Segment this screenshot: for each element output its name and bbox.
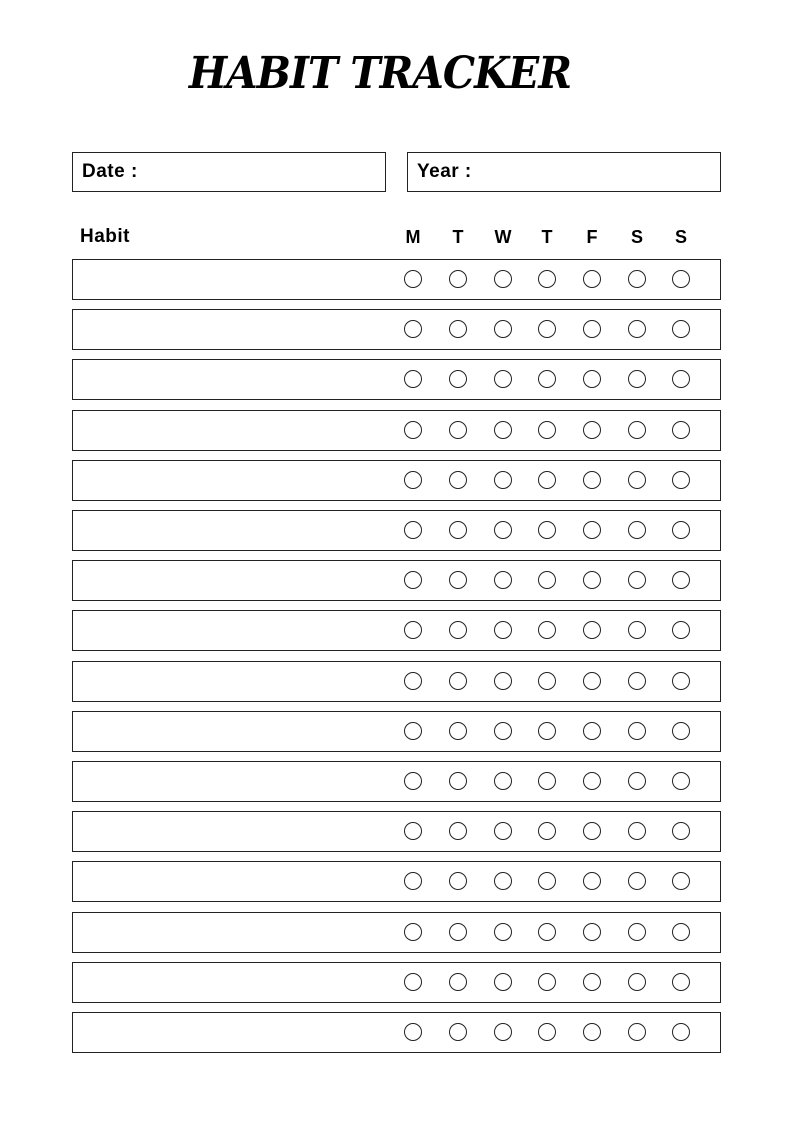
day-check-circle[interactable]	[404, 822, 422, 840]
day-check-circle[interactable]	[672, 672, 690, 690]
day-check-circle[interactable]	[494, 1023, 512, 1041]
day-check-circle[interactable]	[672, 822, 690, 840]
day-check-circle[interactable]	[538, 270, 556, 288]
day-check-circle[interactable]	[449, 571, 467, 589]
table-row[interactable]	[72, 962, 721, 1003]
day-check-circle[interactable]	[538, 421, 556, 439]
day-check-circle[interactable]	[404, 672, 422, 690]
day-check-circle[interactable]	[449, 621, 467, 639]
table-row[interactable]	[72, 912, 721, 953]
table-row[interactable]	[72, 811, 721, 852]
page-title: HABIT TRACKER	[188, 48, 572, 99]
day-check-circle[interactable]	[449, 973, 467, 991]
day-check-circle[interactable]	[538, 521, 556, 539]
day-check-circle[interactable]	[583, 421, 601, 439]
day-check-circle[interactable]	[538, 571, 556, 589]
day-check-circle[interactable]	[494, 370, 512, 388]
day-check-circle[interactable]	[628, 421, 646, 439]
day-check-circle[interactable]	[672, 571, 690, 589]
day-check-circle[interactable]	[538, 722, 556, 740]
day-check-circle[interactable]	[672, 370, 690, 388]
day-check-circle[interactable]	[449, 270, 467, 288]
day-check-circle[interactable]	[628, 521, 646, 539]
day-check-circle[interactable]	[538, 923, 556, 941]
day-check-circle[interactable]	[404, 872, 422, 890]
table-row[interactable]	[72, 359, 721, 400]
day-check-circle[interactable]	[404, 923, 422, 941]
day-check-circle[interactable]	[672, 471, 690, 489]
table-row[interactable]	[72, 610, 721, 651]
day-check-circle[interactable]	[583, 772, 601, 790]
day-check-circle[interactable]	[583, 370, 601, 388]
day-check-circle[interactable]	[538, 1023, 556, 1041]
day-check-circle[interactable]	[672, 973, 690, 991]
day-check-circle[interactable]	[494, 320, 512, 338]
day-check-circle[interactable]	[494, 822, 512, 840]
day-check-circle[interactable]	[494, 973, 512, 991]
day-check-circle[interactable]	[538, 672, 556, 690]
day-check-circle[interactable]	[449, 320, 467, 338]
day-check-circle[interactable]	[628, 772, 646, 790]
day-check-circle[interactable]	[449, 521, 467, 539]
day-check-circle[interactable]	[449, 370, 467, 388]
table-row[interactable]	[72, 259, 721, 300]
day-check-circle[interactable]	[628, 370, 646, 388]
day-check-circle[interactable]	[494, 270, 512, 288]
day-check-circle[interactable]	[494, 923, 512, 941]
table-row[interactable]	[72, 510, 721, 551]
day-check-circle[interactable]	[628, 822, 646, 840]
day-check-circle[interactable]	[672, 621, 690, 639]
day-check-circle[interactable]	[449, 471, 467, 489]
year-field[interactable]	[407, 152, 721, 192]
day-check-circle[interactable]	[494, 521, 512, 539]
day-check-circle[interactable]	[449, 1023, 467, 1041]
day-check-circle[interactable]	[449, 923, 467, 941]
day-check-circle[interactable]	[628, 872, 646, 890]
date-field[interactable]	[72, 152, 386, 192]
day-check-circle[interactable]	[449, 421, 467, 439]
day-check-circle[interactable]	[538, 872, 556, 890]
day-header-4: F	[586, 227, 598, 247]
day-check-circle[interactable]	[628, 320, 646, 338]
day-check-circle[interactable]	[404, 722, 422, 740]
habit-column-header: Habit	[80, 226, 130, 247]
day-check-circle[interactable]	[404, 370, 422, 388]
day-check-circle[interactable]	[583, 923, 601, 941]
day-check-circle[interactable]	[449, 672, 467, 690]
day-check-circle[interactable]	[672, 270, 690, 288]
day-check-circle[interactable]	[494, 772, 512, 790]
day-check-circle[interactable]	[628, 270, 646, 288]
day-check-circle[interactable]	[494, 421, 512, 439]
table-row[interactable]	[72, 1012, 721, 1053]
table-row[interactable]	[72, 410, 721, 451]
day-check-circle[interactable]	[672, 722, 690, 740]
day-check-circle[interactable]	[672, 1023, 690, 1041]
day-check-circle[interactable]	[449, 722, 467, 740]
table-row[interactable]	[72, 460, 721, 501]
day-check-circle[interactable]	[538, 471, 556, 489]
table-row[interactable]	[72, 309, 721, 350]
day-check-circle[interactable]	[628, 973, 646, 991]
day-check-circle[interactable]	[538, 370, 556, 388]
day-check-circle[interactable]	[449, 772, 467, 790]
day-check-circle[interactable]	[672, 521, 690, 539]
day-check-circle[interactable]	[628, 621, 646, 639]
day-check-circle[interactable]	[404, 621, 422, 639]
table-row[interactable]	[72, 711, 721, 752]
day-check-circle[interactable]	[449, 822, 467, 840]
day-check-circle[interactable]	[494, 571, 512, 589]
day-check-circle[interactable]	[628, 571, 646, 589]
day-check-circle[interactable]	[404, 973, 422, 991]
day-check-circle[interactable]	[538, 822, 556, 840]
day-check-circle[interactable]	[628, 471, 646, 489]
day-check-circle[interactable]	[583, 521, 601, 539]
day-check-circle[interactable]	[628, 1023, 646, 1041]
day-header-0: M	[405, 227, 421, 247]
table-row[interactable]	[72, 661, 721, 702]
day-check-circle[interactable]	[404, 471, 422, 489]
day-check-circle[interactable]	[494, 722, 512, 740]
day-check-circle[interactable]	[538, 621, 556, 639]
day-check-circle[interactable]	[583, 722, 601, 740]
day-check-circle[interactable]	[583, 320, 601, 338]
year-label: Year :	[417, 161, 472, 182]
day-check-circle[interactable]	[404, 521, 422, 539]
day-check-circle[interactable]	[672, 923, 690, 941]
day-check-circle[interactable]	[628, 672, 646, 690]
day-header-5: S	[630, 227, 643, 247]
day-check-circle[interactable]	[672, 872, 690, 890]
day-check-circle[interactable]	[538, 320, 556, 338]
day-check-circle[interactable]	[404, 421, 422, 439]
day-check-circle[interactable]	[583, 822, 601, 840]
day-check-circle[interactable]	[672, 772, 690, 790]
day-check-circle[interactable]	[449, 872, 467, 890]
date-label: Date :	[82, 161, 138, 182]
day-check-circle[interactable]	[494, 872, 512, 890]
day-check-circle[interactable]	[583, 872, 601, 890]
day-check-circle[interactable]	[404, 571, 422, 589]
day-header-3: T	[541, 227, 553, 247]
day-check-circle[interactable]	[583, 1023, 601, 1041]
day-check-circle[interactable]	[404, 320, 422, 338]
day-check-circle[interactable]	[672, 320, 690, 338]
day-check-circle[interactable]	[404, 1023, 422, 1041]
day-check-circle[interactable]	[583, 621, 601, 639]
day-check-circle[interactable]	[538, 973, 556, 991]
day-check-circle[interactable]	[672, 421, 690, 439]
table-row[interactable]	[72, 861, 721, 902]
day-check-circle[interactable]	[628, 923, 646, 941]
table-row[interactable]	[72, 761, 721, 802]
day-check-circle[interactable]	[494, 471, 512, 489]
day-check-circle[interactable]	[583, 571, 601, 589]
day-check-circle[interactable]	[583, 672, 601, 690]
day-check-circle[interactable]	[583, 270, 601, 288]
day-check-circle[interactable]	[494, 621, 512, 639]
day-check-circle[interactable]	[404, 270, 422, 288]
day-check-circle[interactable]	[404, 772, 422, 790]
day-check-circle[interactable]	[628, 722, 646, 740]
day-header-6: S	[674, 227, 687, 247]
table-row[interactable]	[72, 560, 721, 601]
day-check-circle[interactable]	[538, 772, 556, 790]
day-check-circle[interactable]	[494, 672, 512, 690]
day-header-1: T	[452, 227, 464, 247]
day-header-2: W	[494, 227, 512, 247]
day-check-circle[interactable]	[583, 973, 601, 991]
day-check-circle[interactable]	[583, 471, 601, 489]
